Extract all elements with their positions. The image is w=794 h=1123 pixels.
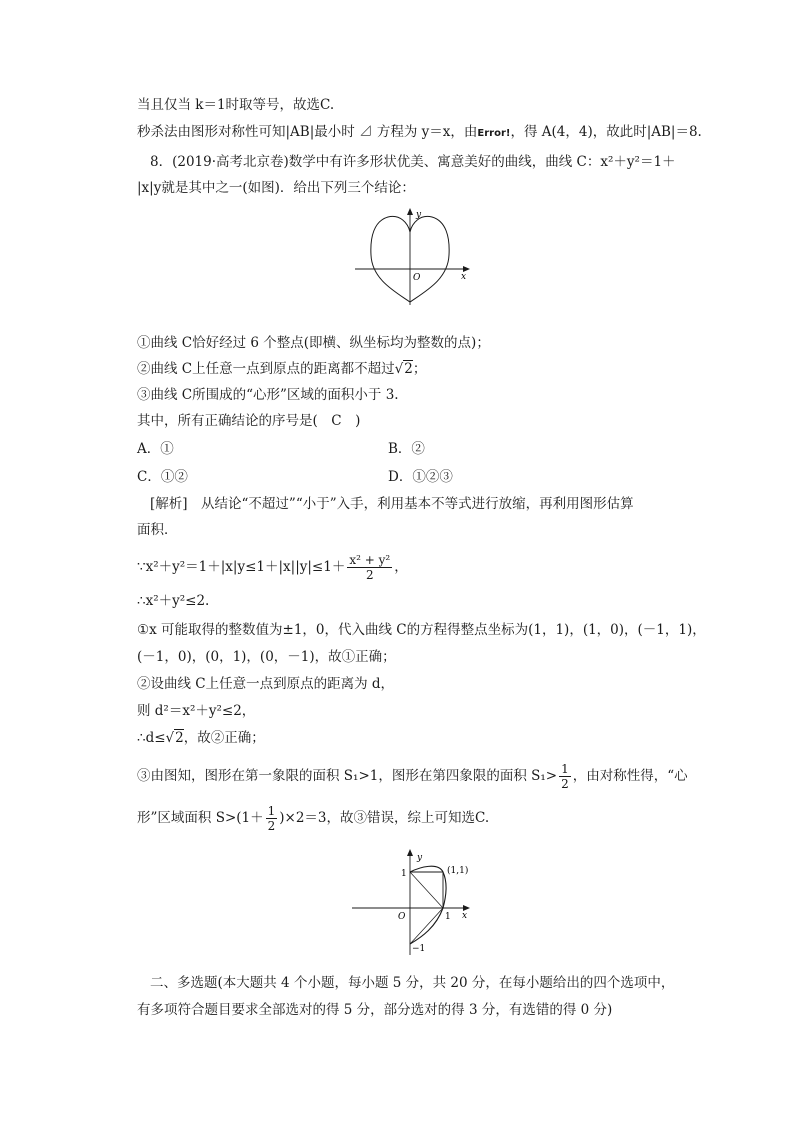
area-estimate-figure (348, 845, 480, 957)
y-axis-label: y (416, 210, 422, 220)
y-tick-label: 1 (401, 869, 407, 879)
x-axis-label: x (462, 911, 468, 921)
fraction-numerator: x² + y² (349, 553, 391, 567)
text-segment: )×2＝3，故③错误，综上可知选C. (279, 810, 490, 826)
y-axis-label: y (417, 853, 423, 863)
question-text: 8．(2019·高考北京卷)数学中有许多形状优美、寓意美好的曲线，曲线 C：x²＋y²＝1＋ (150, 154, 676, 170)
option-c: C．①② (137, 469, 188, 485)
text-segment: ，由对称性得，“心 (572, 768, 688, 784)
origin-label: O (413, 273, 421, 283)
error-marker: Error! (477, 128, 511, 139)
solution-step: (－1，0)，(0，1)，(0，－1)，故①正确； (137, 649, 396, 665)
text-segment: ∴d≤ (137, 730, 166, 746)
point-label: (1,1) (447, 866, 469, 876)
fraction (347, 553, 392, 582)
fraction-denominator: 2 (267, 819, 276, 833)
origin-label: O (398, 912, 406, 922)
equation-line: ∴x²＋y²≤2. (137, 593, 210, 609)
text-segment: ③由图知，图形在第一象限的面积 S₁>1，图形在第四象限的面积 S₁> (137, 768, 558, 784)
text-segment: ②曲线 C上任意一点到原点的距离都不超过 (137, 361, 395, 377)
question-text: |x|y就是其中之一(如图)．给出下列三个结论： (137, 180, 415, 196)
option-a: A．① (137, 441, 174, 457)
fraction-numerator: 1 (267, 804, 276, 818)
text-segment: ，得 A(4，4)，故此时|AB|＝8. (510, 124, 702, 140)
conclusion-3: ③曲线 C所围成的“心形”区域的面积小于 3. (137, 387, 399, 403)
solution-step (137, 802, 489, 834)
fraction-denominator: 2 (561, 777, 569, 791)
question-stem: 其中，所有正确结论的序号是( C ) (137, 413, 361, 429)
text-line (137, 122, 702, 144)
fraction-numerator: 1 (561, 762, 569, 776)
solution-step: ②设曲线 C上任意一点到原点的距离为 d， (137, 676, 395, 692)
option-b: B．② (388, 441, 425, 457)
solution-step: ①x 可能取得的整数值为±1，0，代入曲线 C的方程得整点坐标为(1，1)，(1，0)，(－1，1)， (137, 622, 706, 638)
conclusion-2: ②曲线 C上任意一点到原点的距离都不超过√2； (137, 361, 427, 377)
text-line: 当且仅当 k＝1时取等号，故选C. (137, 97, 335, 113)
x-axis-label: x (461, 272, 467, 282)
section-heading: 有多项符合题目要求全部选对的得 5 分，部分选对的得 3 分，有选错的得 0 分) (137, 1002, 613, 1018)
fraction (559, 762, 571, 791)
label-quick-method: 秒杀法 (137, 124, 178, 140)
analysis-text: 面积． (137, 522, 178, 538)
x-tick-label: 1 (445, 912, 451, 922)
option-d: D．①②③ (388, 469, 453, 485)
sqrt-value: 2 (175, 730, 184, 746)
solution-step (137, 760, 688, 792)
heart-curve-figure (350, 205, 475, 307)
y-tick-label-negative: −1 (412, 944, 426, 954)
text-segment: 形”区域面积 S>(1＋ (137, 810, 264, 826)
equation-line: ∵x²＋y²＝1＋|x|y≤1＋|x||y|≤1＋ $\frac{\text{x² + y²}}{2}$ ， (137, 553, 408, 582)
fraction (266, 804, 278, 833)
analysis-text: [解析] 从结论“不超过”“小于”入手，利用基本不等式进行放缩，再利用图形估算 (150, 496, 634, 512)
text-segment: ∵x²＋y²＝1＋|x|y≤1＋|x||y|≤1＋ (137, 559, 346, 575)
section-heading: 二、多选题(本大题共 4 个小题，每小题 5 分，共 20 分，在每小题给出的四个选项中， (150, 975, 675, 991)
solution-step: ∴d≤√2，故②正确； (137, 730, 265, 746)
fraction-denominator: 2 (365, 568, 374, 582)
text-segment: ，故②正确； (183, 730, 265, 746)
solution-step: 则 d²＝x²＋y²≤2， (137, 703, 256, 719)
conclusion-1: ①曲线 C恰好经过 6 个整点(即横、纵坐标均为整数的点)； (137, 335, 490, 351)
text-segment: 由图形对称性可知|AB|最小时 ⊿ 方程为 y＝x，由 (177, 124, 478, 140)
sqrt-value: 2 (404, 361, 413, 377)
